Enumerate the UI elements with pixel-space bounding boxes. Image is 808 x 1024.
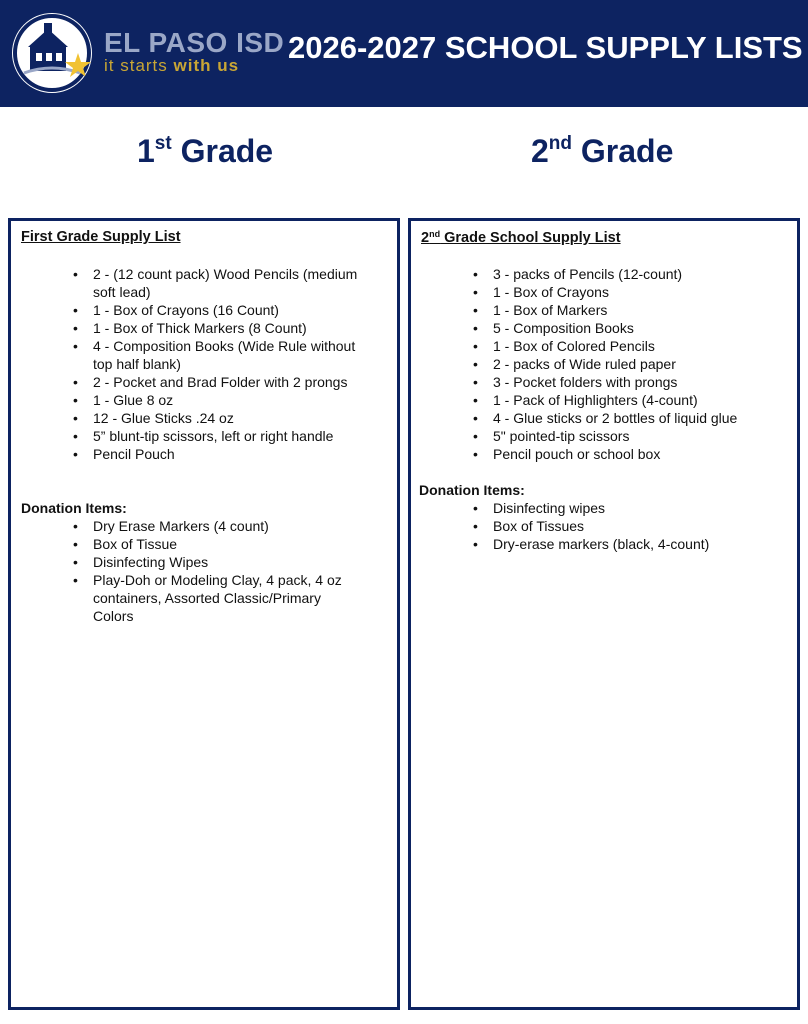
list-item: • Disinfecting Wipes xyxy=(73,553,353,571)
list-item: • 4 - Glue sticks or 2 bottles of liquid glue xyxy=(473,409,793,427)
grade1-heading-word: Grade xyxy=(180,133,274,169)
list-item: • 1 - Glue 8 oz xyxy=(73,391,373,409)
grade1-donation-label: Donation Items: xyxy=(21,500,127,516)
list-item: • Dry-erase markers (black, 4-count) xyxy=(473,535,773,553)
grade2-donation-label: Donation Items: xyxy=(419,482,525,498)
list-item: • 5” blunt-tip scissors, left or right handle xyxy=(73,427,373,445)
list-item: • 1 - Box of Crayons (16 Count) xyxy=(73,301,373,319)
list-item: • 5 - Composition Books xyxy=(473,319,793,337)
grade1-heading-sup: st xyxy=(154,133,172,154)
grade2-heading-sup: nd xyxy=(548,133,573,154)
grade2-list-title-sup: nd xyxy=(429,229,441,239)
list-item: • Box of Tissue xyxy=(73,535,353,553)
tagline-light: it starts xyxy=(104,56,168,75)
list-item: • 4 - Composition Books (Wide Rule without top half blank) xyxy=(73,337,373,373)
grade2-supply-list xyxy=(473,265,793,463)
list-item: • 1 - Box of Markers xyxy=(473,301,793,319)
list-item: • 2 - Pocket and Brad Folder with 2 prongs xyxy=(73,373,373,391)
tagline xyxy=(104,56,239,76)
grade2-heading-word: Grade xyxy=(580,133,674,169)
list-item: • Pencil pouch or school box xyxy=(473,445,793,463)
list-item: • 12 - Glue Sticks .24 oz xyxy=(73,409,373,427)
grade1-heading xyxy=(137,133,273,170)
grade2-donation-list xyxy=(473,499,773,553)
grade2-list-title xyxy=(421,229,621,246)
list-item: • 1 - Box of Crayons xyxy=(473,283,793,301)
list-item: • 1 - Box of Colored Pencils xyxy=(473,337,793,355)
grade1-list-title: First Grade Supply List xyxy=(21,229,181,245)
list-item: • 2 - packs of Wide ruled paper xyxy=(473,355,793,373)
grade1-donation-list xyxy=(73,517,353,625)
grade1-supply-list xyxy=(73,265,373,463)
org-name: EL PASO ISD xyxy=(104,27,285,58)
list-item: • Disinfecting wipes xyxy=(473,499,773,517)
tagline-bold: with us xyxy=(173,56,240,75)
district-logo-icon xyxy=(12,13,92,93)
list-item: • Box of Tissues xyxy=(473,517,773,535)
page-title: 2026-2027 SCHOOL SUPPLY LISTS xyxy=(288,30,803,65)
grade1-heading-num: 1 xyxy=(137,133,155,169)
list-item: • 1 - Box of Thick Markers (8 Count) xyxy=(73,319,373,337)
grade2-list-title-rest: Grade School Supply List xyxy=(440,230,621,246)
list-item: • Pencil Pouch xyxy=(73,445,373,463)
grade2-supply-panel xyxy=(408,218,800,1010)
list-item: • 3 - packs of Pencils (12-count) xyxy=(473,265,793,283)
grade1-supply-panel xyxy=(8,218,400,1010)
list-item: • Dry Erase Markers (4 count) xyxy=(73,517,353,535)
list-item: • 3 - Pocket folders with prongs xyxy=(473,373,793,391)
header-banner xyxy=(0,0,808,107)
grade2-heading xyxy=(531,133,673,170)
list-item: • 1 - Pack of Highlighters (4-count) xyxy=(473,391,793,409)
list-item: • Play-Doh or Modeling Clay, 4 pack, 4 oz containers, Assorted Classic/Primary Colors xyxy=(73,571,353,625)
grade2-heading-num: 2 xyxy=(531,133,549,169)
list-item: • 2 - (12 count pack) Wood Pencils (medium soft lead) xyxy=(73,265,373,301)
grade2-list-title-num: 2 xyxy=(421,230,430,246)
list-item: • 5" pointed-tip scissors xyxy=(473,427,793,445)
